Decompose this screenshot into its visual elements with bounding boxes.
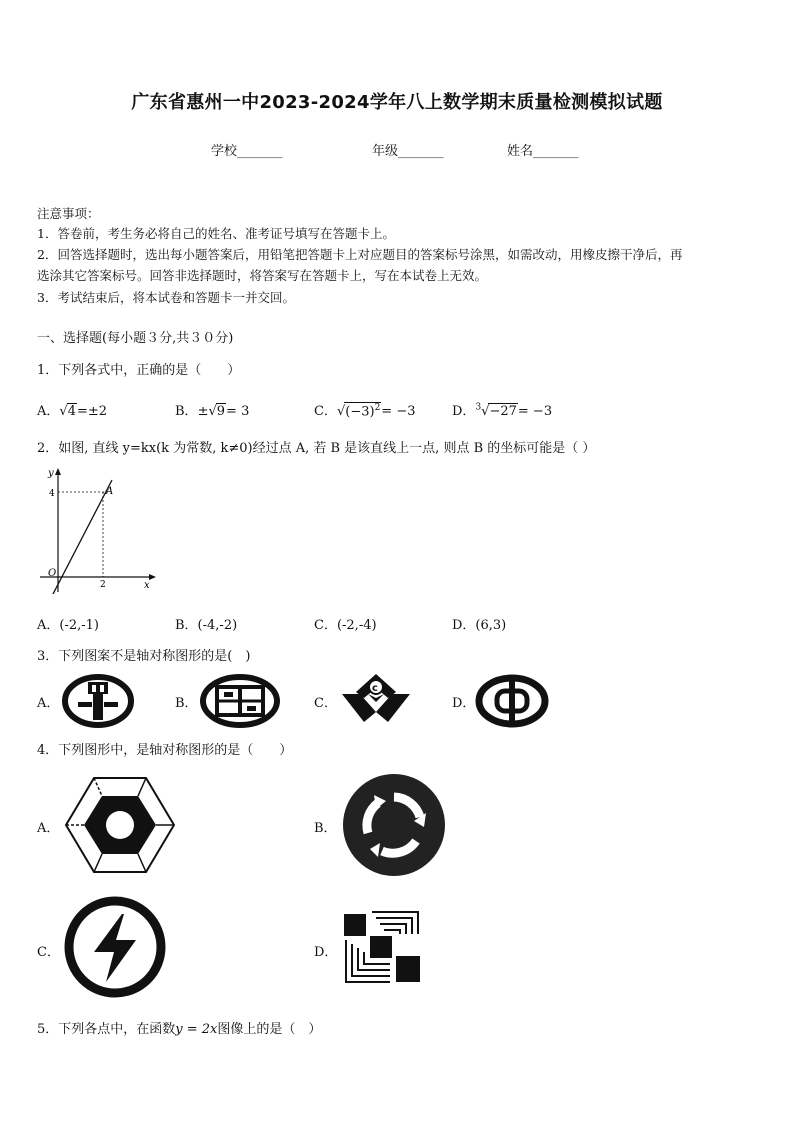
question-1-stem: 1．下列各式中，正确的是（ ） <box>37 363 241 378</box>
origin-label: O <box>48 568 57 579</box>
note-3: 3．考试结束后，将本试卷和答题卡一并交回。 <box>37 290 295 305</box>
q1-option-a: A．√4=±2 <box>37 404 108 419</box>
q1-option-b: B．±√9= 3 <box>175 404 250 419</box>
bank-logo-c-icon <box>338 672 414 724</box>
q1-option-d: D．$^3$√−27= −3 <box>452 402 553 419</box>
q2-option-d: D．(6,3) <box>452 618 507 633</box>
q4-option-b-label: B． <box>314 821 337 836</box>
notes-heading: 注意事项： <box>37 206 100 221</box>
question-4-stem: 4．下列图形中，是轴对称图形的是（ ） <box>37 743 293 758</box>
q4-option-a-label: A． <box>37 821 60 836</box>
name-field: 姓名_______ <box>507 144 579 159</box>
question-5-stem: 5．下列各点中，在函数y = 2x图像上的是（ ） <box>37 1022 322 1037</box>
note-2b: 选涂其它答案标号。回答非选择题时，将答案写在答题卡上，写在本试卷上无效。 <box>37 268 488 283</box>
section-heading: 一、选择题(每小题３分,共３０分) <box>37 331 234 346</box>
q2-option-c: C．(-2,-4) <box>314 618 377 633</box>
bank-logo-d-icon <box>475 674 549 728</box>
q2-option-a: A．(-2,-1) <box>37 618 99 633</box>
checker-squares-icon <box>342 910 422 986</box>
q1-option-c: C．$√(-3)^2= -3$ <box>314 402 416 419</box>
x-tick-label: 2 <box>100 580 106 590</box>
q3-option-c-label: C． <box>314 696 337 711</box>
svg-text:c: c <box>372 683 378 694</box>
y-tick-label: 4 <box>49 489 55 499</box>
note-1: 1．答卷前，考生务必将自己的姓名、准考证号填写在答题卡上。 <box>37 226 395 241</box>
q3-option-d-label: D． <box>452 696 476 711</box>
bank-logo-a-icon <box>62 674 134 728</box>
school-field: 学校_______ <box>211 144 283 159</box>
question-2-stem: 2．如图, 直线 y=kx(k 为常数, k≠0)经过点 A, 若 B 是该直线上一点, 则点 B 的坐标可能是（ ） <box>37 441 596 456</box>
roundabout-sign-icon <box>340 771 448 879</box>
point-a-label: A <box>106 486 114 497</box>
hexagon-camera-icon <box>62 774 178 876</box>
q3-option-b-label: B． <box>175 696 198 711</box>
grade-field: 年级_______ <box>372 144 444 159</box>
q4-option-d-label: D． <box>314 945 338 960</box>
x-axis-label: x <box>144 580 150 591</box>
q2-option-b: B．(-4,-2) <box>175 618 238 633</box>
lightning-bolt-icon <box>62 894 168 1000</box>
y-axis-label: y <box>48 468 54 479</box>
question-3-stem: 3．下列图案不是轴对称图形的是( ) <box>37 649 251 664</box>
bank-logo-b-icon <box>199 673 281 729</box>
q4-option-c-label: C． <box>37 945 60 960</box>
q2-graph <box>36 464 158 598</box>
exam-title: 广东省惠州一中2023-2024学年八上数学期末质量检测模拟试题 <box>131 92 663 113</box>
q3-option-a-label: A． <box>37 696 60 711</box>
note-2a: 2．回答选择题时，选出每小题答案后，用铅笔把答题卡上对应题目的答案标号涂黑，如需改动，用橡皮擦干净后，再 <box>37 247 683 262</box>
